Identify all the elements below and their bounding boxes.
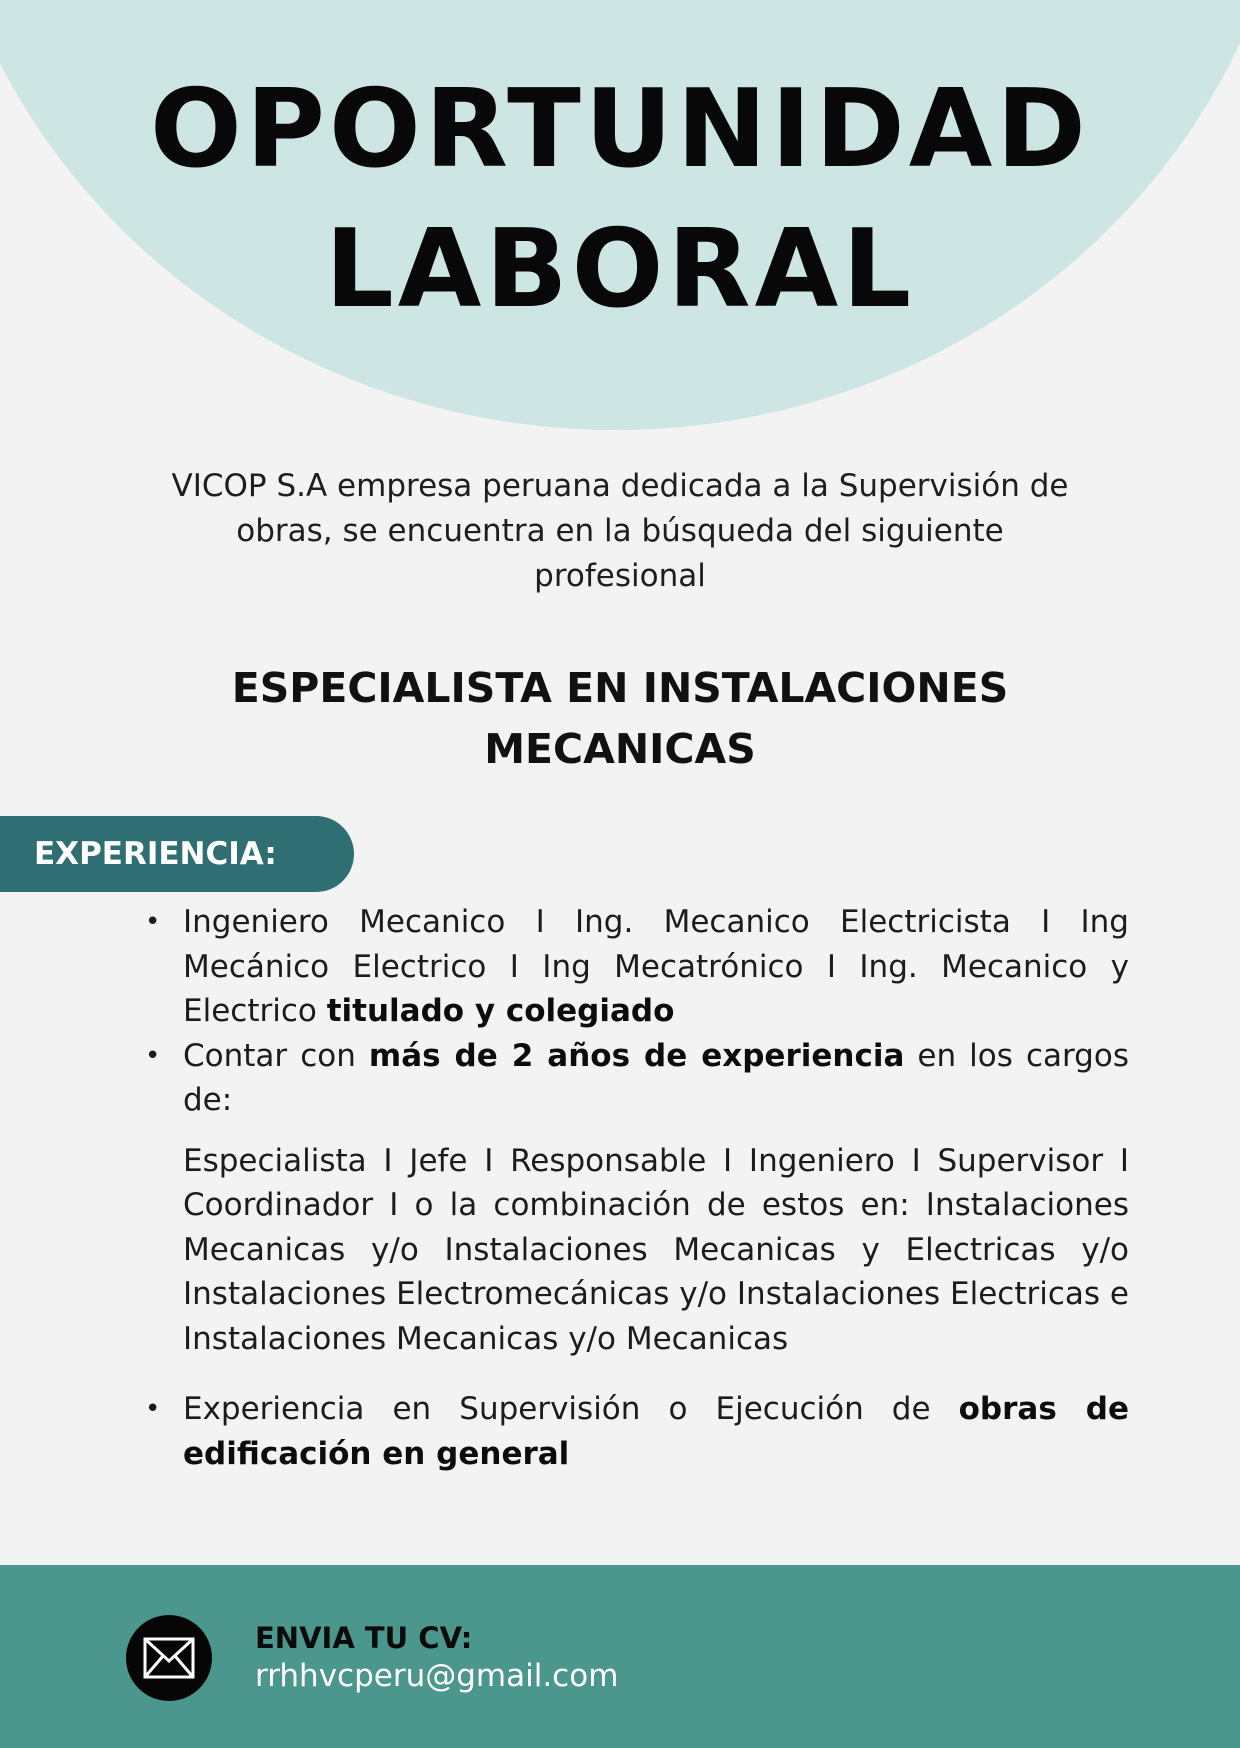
intro-line-3: profesional — [534, 558, 706, 594]
contact-footer — [0, 1565, 1240, 1748]
bullet: • — [145, 1394, 161, 1424]
roles-detail: Especialista I Jefe I Responsable I Ingeniero I Supervisor I Coordinador I o la combinación de estos en: Instalaciones Mecanicas y/o Instalaciones Mecanicas y Electricas y/o Instalaciones Electromecánicas y/o Instalaciones Electricas e Instalaciones Mecanicas y/o Mecanicas — [183, 1142, 1129, 1357]
experience-heading: EXPERIENCIA: — [0, 816, 354, 892]
item-text-end: en los cargos de: — [183, 1037, 1129, 1118]
list-item — [145, 1387, 1129, 1476]
intro-line-1: VICOP S.A empresa peruana dedicada a la Supervisión de — [171, 468, 1069, 504]
list-item — [145, 900, 1129, 1034]
list-item — [145, 1034, 1129, 1362]
envelope-icon-glyph — [143, 1637, 195, 1679]
job-title — [120, 658, 1120, 780]
item-bold-text: obras de edificación en general — [183, 1391, 1129, 1472]
job-title-line-1: ESPECIALISTA EN INSTALACIONES — [231, 664, 1009, 712]
envelope-icon — [126, 1615, 212, 1701]
bullet: • — [145, 1040, 161, 1071]
item-text: Experiencia en Supervisión o Ejecución de — [183, 1391, 959, 1427]
contact-email-link[interactable]: rrhhvcperu@gmail.com — [255, 1658, 619, 1694]
page-title — [0, 60, 1240, 340]
item-bold-text: más de 2 años de experiencia — [368, 1037, 905, 1074]
item-bold-text: titulado y colegiado — [326, 993, 675, 1029]
bullet: • — [145, 907, 161, 937]
intro-line-2: obras, se encuentra en la búsqueda del siguiente — [236, 513, 1004, 549]
send-cv-label: ENVIA TU CV: — [255, 1621, 473, 1655]
requirements-list — [145, 900, 1129, 1476]
title-line-2: LABORAL — [324, 207, 916, 332]
job-title-line-2: MECANICAS — [484, 725, 756, 773]
item-text: Contar con — [183, 1037, 369, 1074]
title-line-1: OPORTUNIDAD — [150, 67, 1090, 192]
company-intro — [130, 464, 1110, 599]
item-text: Ingeniero Mecanico I Ing. Mecanico Electricista I Ing Mecánico Electrico I Ing Mecatrónico I Ing. Mecanico y Electrico — [183, 904, 1129, 1029]
